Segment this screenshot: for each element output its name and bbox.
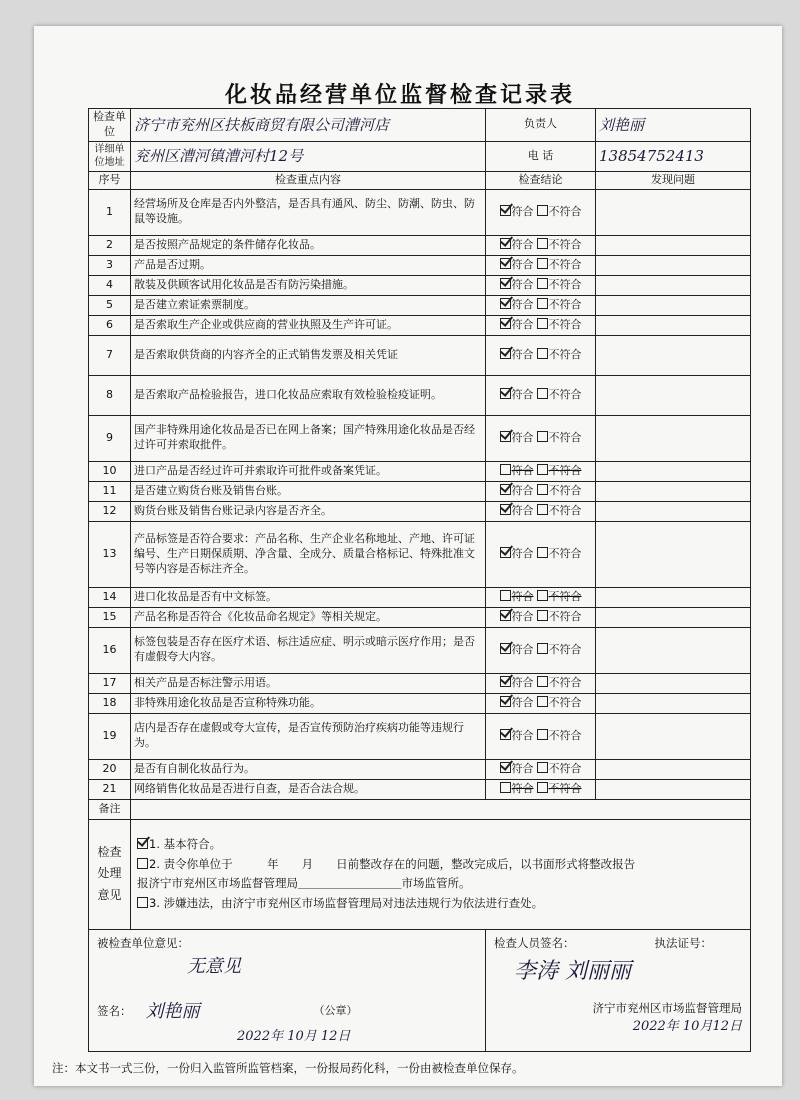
pass-checkbox[interactable] <box>500 504 511 515</box>
sign-label: 签名： <box>97 1003 132 1018</box>
fail-checkbox[interactable] <box>537 762 548 773</box>
item-result <box>486 693 596 713</box>
header-result: 检查结论 <box>486 171 596 189</box>
pass-checkbox[interactable] <box>500 388 511 399</box>
item-row <box>89 275 751 295</box>
pass-checkbox[interactable] <box>500 696 511 707</box>
pass-label: 符合 <box>511 463 534 477</box>
pass-checkbox[interactable] <box>500 258 511 269</box>
item-result <box>486 255 596 275</box>
item-number: 16 <box>89 627 131 673</box>
item-text: 是否索取产品检验报告，进口化妆品应索取有效检验检疫证明。 <box>131 375 486 415</box>
item-text: 散装及供顾客试用化妆品是否有防污染措施。 <box>131 275 486 295</box>
address-value: 兖州区漕河镇漕河村12号 <box>131 141 486 171</box>
header-found: 发现问题 <box>596 171 751 189</box>
pass-label: 符合 <box>511 347 534 361</box>
phone-label: 电 话 <box>486 141 596 171</box>
item-result <box>486 779 596 799</box>
fail-label: 不符合 <box>548 463 582 477</box>
item-number: 17 <box>89 673 131 693</box>
phone-value: 13854752413 <box>596 141 751 171</box>
fail-label: 不符合 <box>548 387 582 401</box>
pass-label: 符合 <box>511 204 534 218</box>
item-found <box>596 375 751 415</box>
person-value: 刘艳丽 <box>596 109 751 142</box>
item-number: 15 <box>89 607 131 627</box>
pass-checkbox[interactable] <box>500 318 511 329</box>
item-row <box>89 627 751 673</box>
header-content: 检查重点内容 <box>131 171 486 189</box>
fail-label: 不符合 <box>548 503 582 517</box>
agency-date: 2022年 10月12日 <box>632 1019 742 1035</box>
item-result <box>486 673 596 693</box>
item-found <box>596 759 751 779</box>
fail-label: 不符合 <box>548 277 582 291</box>
item-found <box>596 481 751 501</box>
item-found <box>596 501 751 521</box>
fail-label: 不符合 <box>548 297 582 311</box>
pass-label: 符合 <box>511 483 534 497</box>
pass-label: 符合 <box>511 297 534 311</box>
item-text: 经营场所及仓库是否内外整洁，是否具有通风、防尘、防潮、防虫、防鼠等设施。 <box>131 189 486 235</box>
item-row <box>89 521 751 587</box>
item-found <box>596 627 751 673</box>
option1-text: 1. 基本符合。 <box>149 837 222 852</box>
option3-text: 3. 涉嫌违法，由济宁市兖州区市场监督管理局对违法违规行为依法进行查处。 <box>149 895 544 910</box>
item-result <box>486 335 596 375</box>
fail-label: 不符合 <box>548 642 582 656</box>
pass-checkbox[interactable] <box>500 238 511 249</box>
item-result <box>486 295 596 315</box>
unit-signature-cell <box>89 929 486 1052</box>
item-row <box>89 713 751 759</box>
pass-checkbox[interactable] <box>500 484 511 495</box>
item-result <box>486 607 596 627</box>
pass-label: 符合 <box>511 387 534 401</box>
fail-label: 不符合 <box>548 204 582 218</box>
unit-date: 2022年 10月 12日 <box>237 1028 351 1044</box>
item-row <box>89 295 751 315</box>
item-result <box>486 415 596 461</box>
fail-label: 不符合 <box>548 589 582 603</box>
fail-checkbox[interactable] <box>537 464 548 475</box>
pass-checkbox[interactable] <box>500 643 511 654</box>
fail-checkbox[interactable] <box>537 318 548 329</box>
item-result <box>486 235 596 255</box>
fail-checkbox[interactable] <box>537 547 548 558</box>
option1-checkbox[interactable] <box>137 838 148 849</box>
fail-checkbox[interactable] <box>537 298 548 309</box>
item-row <box>89 481 751 501</box>
pass-label: 符合 <box>511 761 534 775</box>
pass-checkbox[interactable] <box>500 431 511 442</box>
pass-label: 符合 <box>511 728 534 742</box>
item-number: 8 <box>89 375 131 415</box>
pass-checkbox[interactable] <box>500 278 511 289</box>
item-number: 5 <box>89 295 131 315</box>
unit-opinion-value: 无意见 <box>187 956 241 978</box>
pass-checkbox[interactable] <box>500 464 511 475</box>
fail-checkbox[interactable] <box>537 643 548 654</box>
item-text: 是否有自制化妆品行为。 <box>131 759 486 779</box>
pass-checkbox[interactable] <box>500 782 511 793</box>
item-text: 是否索取供货商的内容齐全的正式销售发票及相关凭证 <box>131 335 486 375</box>
item-text: 进口化妆品是否有中文标签。 <box>131 587 486 607</box>
address-label: 详细单位地址 <box>89 141 131 171</box>
option2-text-cont: 报济宁市兖州区市场监督管理局＿＿＿＿＿＿＿＿＿市场监管所。 <box>137 876 471 891</box>
item-found <box>596 693 751 713</box>
pass-checkbox[interactable] <box>500 590 511 601</box>
opinion-options <box>131 819 751 929</box>
pass-label: 符合 <box>511 609 534 623</box>
item-row <box>89 415 751 461</box>
item-result <box>486 275 596 295</box>
fail-label: 不符合 <box>548 695 582 709</box>
item-text: 进口产品是否经过许可并索取许可批件或备案凭证。 <box>131 461 486 481</box>
item-number: 9 <box>89 415 131 461</box>
pass-label: 符合 <box>511 317 534 331</box>
pass-checkbox[interactable] <box>500 610 511 621</box>
item-number: 10 <box>89 461 131 481</box>
item-result <box>486 189 596 235</box>
item-found <box>596 255 751 275</box>
fail-checkbox[interactable] <box>537 676 548 687</box>
fail-checkbox[interactable] <box>537 205 548 216</box>
inspector-label: 检查人员签名： <box>494 935 575 950</box>
item-number: 1 <box>89 189 131 235</box>
item-number: 21 <box>89 779 131 799</box>
header-no: 序号 <box>89 171 131 189</box>
unit-label: 检查单位 <box>89 109 131 142</box>
pass-checkbox[interactable] <box>500 729 511 740</box>
fail-label: 不符合 <box>548 728 582 742</box>
item-number: 11 <box>89 481 131 501</box>
item-text: 产品是否过期。 <box>131 255 486 275</box>
pass-label: 符合 <box>511 675 534 689</box>
item-result <box>486 627 596 673</box>
item-text: 产品名称是否符合《化妆品命名规定》等相关规定。 <box>131 607 486 627</box>
fail-label: 不符合 <box>548 257 582 271</box>
fail-checkbox[interactable] <box>537 431 548 442</box>
item-found <box>596 315 751 335</box>
fail-label: 不符合 <box>548 317 582 331</box>
unit-opinion-label: 被检查单位意见： <box>97 935 189 950</box>
item-found <box>596 189 751 235</box>
footnote: 注：本文书一式三份，一份归入监管所监管档案，一份报局药化科，一份由被检查单位保存。 <box>52 1061 524 1075</box>
fail-checkbox[interactable] <box>537 278 548 289</box>
item-row <box>89 607 751 627</box>
item-number: 18 <box>89 693 131 713</box>
item-number: 14 <box>89 587 131 607</box>
item-text: 店内是否存在虚假或夸大宣传，是否宣传预防治疗疾病功能等违规行为。 <box>131 713 486 759</box>
fail-label: 不符合 <box>548 675 582 689</box>
item-text: 产品标签是否符合要求：产品名称、生产企业名称地址、产地、许可证编号、生产日期保质期、净含量、全成分、质量合格标记、特殊批准文号等内容是否标注齐全。 <box>131 521 486 587</box>
pass-checkbox[interactable] <box>500 348 511 359</box>
fail-label: 不符合 <box>548 347 582 361</box>
unit-value: 济宁市兖州区扶板商贸有限公司漕河店 <box>131 109 486 142</box>
fail-checkbox[interactable] <box>537 696 548 707</box>
item-text: 标签包装是否存在医疗术语、标注适应症、明示或暗示医疗作用；是否有虚假夸大内容。 <box>131 627 486 673</box>
item-found <box>596 235 751 255</box>
form-title: 化妆品经营单位监督检查记录表 <box>224 83 575 108</box>
pass-label: 符合 <box>511 257 534 271</box>
person-label: 负责人 <box>486 109 596 142</box>
item-result <box>486 713 596 759</box>
item-number: 2 <box>89 235 131 255</box>
item-number: 3 <box>89 255 131 275</box>
item-row <box>89 235 751 255</box>
item-row <box>89 779 751 799</box>
item-result <box>486 521 596 587</box>
item-text: 是否建立购货台账及销售台账。 <box>131 481 486 501</box>
fail-label: 不符合 <box>548 609 582 623</box>
item-text: 购货台账及销售台账记录内容是否齐全。 <box>131 501 486 521</box>
fail-checkbox[interactable] <box>537 590 548 601</box>
item-result <box>486 481 596 501</box>
fail-label: 不符合 <box>548 237 582 251</box>
item-row <box>89 255 751 275</box>
option2-text: 2. 责令你单位于 年 月 日前整改存在的问题，整改完成后，以书面形式将整改报告 <box>149 856 636 871</box>
item-found <box>596 461 751 481</box>
pass-label: 符合 <box>511 781 534 795</box>
fail-label: 不符合 <box>548 781 582 795</box>
pass-checkbox[interactable] <box>500 762 511 773</box>
item-number: 13 <box>89 521 131 587</box>
item-row <box>89 335 751 375</box>
opinion-label: 检查处理意见 <box>89 819 131 929</box>
pass-label: 符合 <box>511 695 534 709</box>
item-result <box>486 375 596 415</box>
option2-checkbox[interactable] <box>137 858 148 869</box>
fail-checkbox[interactable] <box>537 504 548 515</box>
item-text: 是否索取生产企业或供应商的营业执照及生产许可证。 <box>131 315 486 335</box>
item-found <box>596 295 751 315</box>
pass-label: 符合 <box>511 642 534 656</box>
item-row <box>89 587 751 607</box>
item-row <box>89 759 751 779</box>
fail-checkbox[interactable] <box>537 258 548 269</box>
fail-checkbox[interactable] <box>537 348 548 359</box>
cert-label: 执法证号： <box>654 935 712 950</box>
remarks-label: 备注 <box>89 799 131 819</box>
fail-label: 不符合 <box>548 546 582 560</box>
item-number: 6 <box>89 315 131 335</box>
item-row <box>89 189 751 235</box>
item-found <box>596 587 751 607</box>
pass-checkbox[interactable] <box>500 676 511 687</box>
fail-checkbox[interactable] <box>537 782 548 793</box>
agency-name: 济宁市兖州区市场监督管理局 <box>592 1000 742 1015</box>
inspector-value: 李涛 刘丽丽 <box>514 959 631 985</box>
item-text: 是否按照产品规定的条件储存化妆品。 <box>131 235 486 255</box>
item-found <box>596 335 751 375</box>
fail-label: 不符合 <box>548 430 582 444</box>
item-row <box>89 693 751 713</box>
fail-checkbox[interactable] <box>537 729 548 740</box>
pass-label: 符合 <box>511 503 534 517</box>
item-found <box>596 521 751 587</box>
item-number: 19 <box>89 713 131 759</box>
item-found <box>596 673 751 693</box>
pass-label: 符合 <box>511 430 534 444</box>
item-text: 相关产品是否标注警示用语。 <box>131 673 486 693</box>
fail-checkbox[interactable] <box>537 238 548 249</box>
item-found <box>596 415 751 461</box>
inspector-signature-cell <box>486 929 751 1052</box>
pass-checkbox[interactable] <box>500 298 511 309</box>
option3-checkbox[interactable] <box>137 897 148 908</box>
pass-label: 符合 <box>511 237 534 251</box>
remarks-value <box>131 799 751 819</box>
item-result <box>486 461 596 481</box>
item-text: 网络销售化妆品是否进行自查，是否合法合规。 <box>131 779 486 799</box>
item-row <box>89 315 751 335</box>
item-text: 是否建立索证索票制度。 <box>131 295 486 315</box>
item-found <box>596 779 751 799</box>
item-result <box>486 759 596 779</box>
fail-label: 不符合 <box>548 483 582 497</box>
sign-value: 刘艳丽 <box>145 1000 200 1022</box>
item-row <box>89 673 751 693</box>
item-number: 12 <box>89 501 131 521</box>
pass-label: 符合 <box>511 589 534 603</box>
item-result <box>486 501 596 521</box>
item-row <box>89 461 751 481</box>
pass-checkbox[interactable] <box>500 547 511 558</box>
fail-label: 不符合 <box>548 761 582 775</box>
item-found <box>596 607 751 627</box>
item-row <box>89 375 751 415</box>
fail-checkbox[interactable] <box>537 484 548 495</box>
fail-checkbox[interactable] <box>537 388 548 399</box>
item-number: 4 <box>89 275 131 295</box>
item-text: 国产非特殊用途化妆品是否已在网上备案；国产特殊用途化妆品是否经过许可并索取批件。 <box>131 415 486 461</box>
item-found <box>596 275 751 295</box>
item-number: 20 <box>89 759 131 779</box>
pass-label: 符合 <box>511 546 534 560</box>
item-number: 7 <box>89 335 131 375</box>
inspection-table <box>88 108 751 1052</box>
fail-checkbox[interactable] <box>537 610 548 621</box>
pass-checkbox[interactable] <box>500 205 511 216</box>
item-row <box>89 501 751 521</box>
item-result <box>486 315 596 335</box>
item-text: 非特殊用途化妆品是否宣称特殊功能。 <box>131 693 486 713</box>
item-result <box>486 587 596 607</box>
seal-label: （公章） <box>313 1004 358 1018</box>
item-found <box>596 713 751 759</box>
pass-label: 符合 <box>511 277 534 291</box>
